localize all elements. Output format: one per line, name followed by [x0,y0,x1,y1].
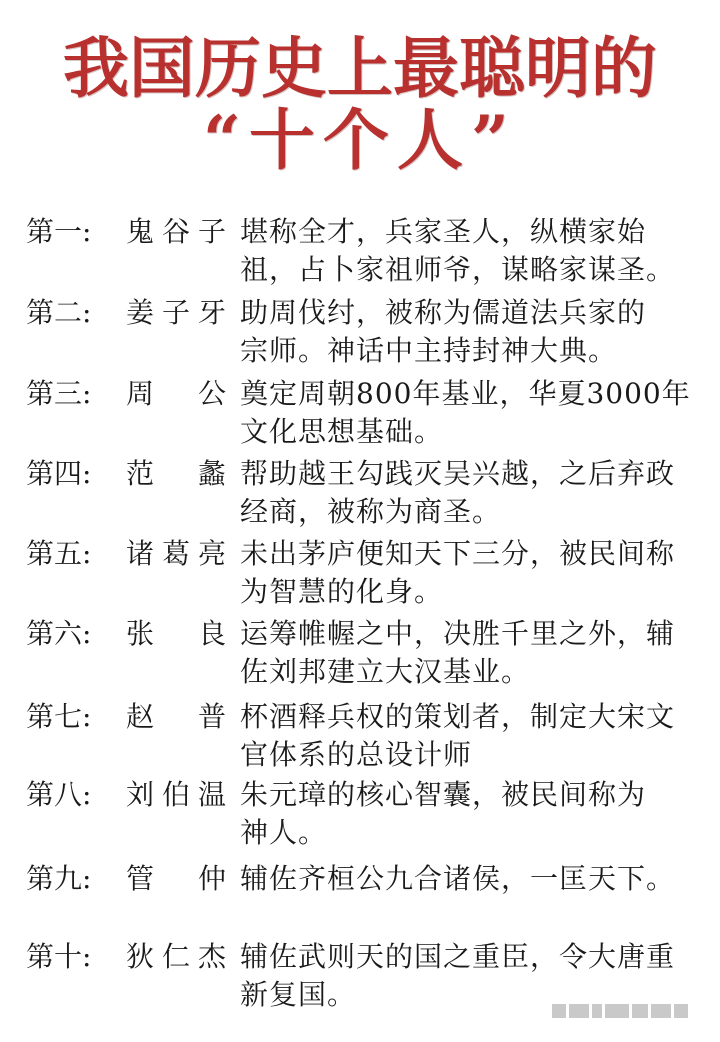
person-description [240,375,692,451]
name-char: 蠡 [197,457,226,490]
rank-label: 第四: [26,457,92,490]
name-char: 范 [126,457,155,490]
name-char: 张 [126,617,155,650]
name-char: 仁 [161,940,190,973]
watermark-block [592,1004,602,1018]
name-char: 亮 [197,537,226,570]
person-description [240,455,692,531]
name-char: 姜 [126,296,155,329]
rank-label: 第九: [26,862,92,895]
person-name [126,938,226,976]
description-line: 奠定周朝800年基业，华夏3000年 [240,377,691,410]
person-name [126,860,226,898]
description-line: 新复国。 [240,978,357,1011]
watermark [552,998,702,1024]
rank-label: 第六: [26,617,92,650]
name-char: 诸 [126,537,155,570]
person-name [126,213,226,251]
rank-label: 第五: [26,537,92,570]
rank-label: 第一: [26,215,92,248]
rank-label: 第十: [26,940,92,973]
description-line: 杯酒释兵权的策划者，制定大宋文 [240,700,676,733]
watermark-block [651,1004,671,1018]
description-line: 官体系的总设计师 [240,738,473,771]
name-char: 良 [197,617,226,650]
person-description [240,213,692,289]
watermark-block [632,1004,648,1018]
watermark-block [569,1004,589,1018]
name-char: 鬼 [126,215,155,248]
person-name [126,698,226,736]
description-line: 朱元璋的核心智囊，被民间称为 [240,778,647,811]
description-line: 祖，占卜家祖师爷，谋略家谋圣。 [240,253,676,286]
description-line: 辅佐齐桓公九合诸侯，一匡天下。 [240,862,676,895]
name-char: 杰 [197,940,226,973]
name-char: 子 [197,215,226,248]
person-description [240,776,692,852]
page-title-line-2: “十个人” [203,101,517,179]
name-char: 温 [197,778,226,811]
description-line: 神人。 [240,816,328,849]
rank-label: 第八: [26,778,92,811]
watermark-block [674,1004,688,1018]
name-char: 伯 [161,778,190,811]
name-char: 赵 [126,700,155,733]
description-line: 帮助越王勾践灭吴兴越，之后弃政 [240,457,676,490]
person-description [240,294,692,370]
name-char: 仲 [197,862,226,895]
name-char: 管 [126,862,155,895]
description-line: 辅佐武则天的国之重臣，令大唐重 [240,940,676,973]
name-char: 狄 [126,940,155,973]
name-char: 周 [126,377,155,410]
page-title-line-1: 我国历史上最聪明的 [63,29,657,107]
person-name [126,294,226,332]
rank-label: 第二: [26,296,92,329]
name-char: 子 [161,296,190,329]
person-name [126,776,226,814]
name-char: 普 [197,700,226,733]
description-line: 佐刘邦建立大汉基业。 [240,655,531,688]
description-line: 未出茅庐便知天下三分，被民间称 [240,537,676,570]
name-char: 刘 [126,778,155,811]
name-char: 牙 [197,296,226,329]
person-name [126,615,226,653]
name-char: 葛 [161,537,190,570]
description-line: 宗师。神话中主持封神大典。 [240,334,618,367]
person-name [126,375,226,413]
person-name [126,455,226,493]
description-line: 助周伐纣，被称为儒道法兵家的 [240,296,647,329]
rank-label: 第七: [26,700,92,733]
person-description [240,615,692,691]
watermark-block [605,1004,629,1018]
person-description [240,860,692,898]
person-name [126,535,226,573]
name-char: 谷 [161,215,190,248]
rank-label: 第三: [26,377,92,410]
description-line: 为智慧的化身。 [240,575,444,608]
description-line: 文化思想基础。 [240,415,444,448]
watermark-block [552,1004,566,1018]
description-line: 运筹帷幄之中，决胜千里之外，辅 [240,617,676,650]
person-description [240,698,692,774]
name-char: 公 [197,377,226,410]
person-description [240,535,692,611]
description-line: 经商，被称为商圣。 [240,495,502,528]
description-line: 堪称全才，兵家圣人，纵横家始 [240,215,647,248]
